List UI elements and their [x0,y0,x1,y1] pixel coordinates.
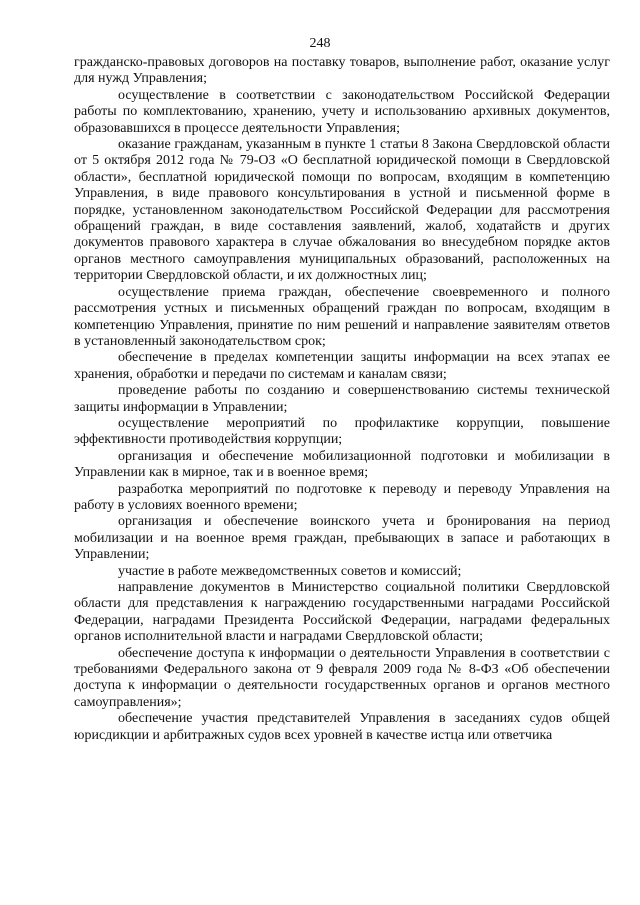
paragraph: оказание гражданам, указанным в пункте 1 статьи 8 Закона Свердловской области от 5 октября 2012 года № 79-ОЗ «О бесплатной юридической помощи в Свердловской области», бесплатной юридической помощи по вопросам, входящим в компетенцию Управления, в виде правового консультирования в устной и письменной форме в порядке, установленном законодательством Российской Федерации для рассмотрения обращений граждан, в виде составления заявлений, жалоб, ходатайств и других документов правового характера в случае обжалования во внесудебном порядке актов органов местного самоуправления муниципальных образований, расположенных на территории Свердловской области, и их должностных лиц; [74,137,610,284]
page-number: 248 [309,36,331,51]
paragraph: участие в работе межведомственных советов и комиссий; [118,563,462,579]
document-body [74,55,610,744]
paragraph: обеспечение участия представителей Управления в заседаниях судов общей юрисдикции и арбитражных судов всех уровней в качестве истца или ответчика [74,711,610,743]
paragraph: направление документов в Министерство социальной политики Свердловской области для представления к награждению государственными наградами Российской Федерации, наградами Президента Российской Федерации, наградами федеральных органов исполнительной власти и наградами Свердловской области; [74,580,610,645]
paragraph: проведение работы по созданию и совершенствованию системы технической защиты информации в Управлении; [74,383,610,415]
paragraph: организация и обеспечение воинского учета и бронирования на период мобилизации и на военное время граждан, пребывающих в запасе и работающих в Управлении; [74,514,610,563]
paragraph: обеспечение доступа к информации о деятельности Управления в соответствии с требованиями Федерального закона от 9 февраля 2009 года № 8-ФЗ «Об обеспечении доступа к информации о деятельности государственных органов и органов местного самоуправления»; [74,645,610,710]
paragraph: осуществление приема граждан, обеспечение своевременного и полного рассмотрения устных и письменных обращений граждан по вопросам, входящим в компетенцию Управления, принятие по ним решений и направление заявителям ответов в установленный законодательством срок; [74,284,610,349]
paragraph: гражданско-правовых договоров на поставку товаров, выполнение работ, оказание услуг для нужд Управления; [74,55,610,87]
paragraph: осуществление мероприятий по профилактике коррупции, повышение эффективности противодействия коррупции; [74,415,610,448]
paragraph: разработка мероприятий по подготовке к переводу и переводу Управления на работу в условиях военного времени; [74,481,610,513]
paragraph: организация и обеспечение мобилизационной подготовки и мобилизации в Управлении как в мирное, так и в военное время; [74,448,610,481]
paragraph: осуществление в соответствии с законодательством Российской Федерации работы по комплектованию, хранению, учету и использованию архивных документов, образовавшихся в процессе деятельности Управления; [74,87,610,136]
paragraph: обеспечение в пределах компетенции защиты информации на всех этапах ее хранения, обработки и передачи по системам и каналам связи; [74,350,610,382]
